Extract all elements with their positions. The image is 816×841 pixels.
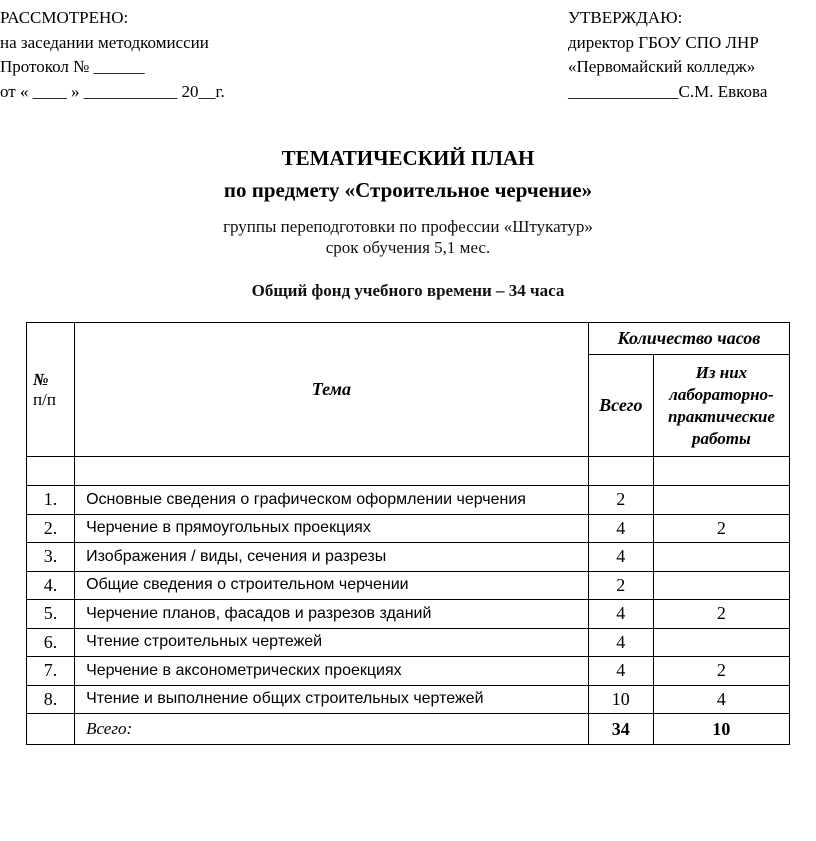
row-total-hours: 4 bbox=[588, 657, 653, 686]
row-number: 4. bbox=[27, 571, 75, 600]
table-row bbox=[27, 486, 790, 515]
document-total-time: Общий фонд учебного времени – 34 часа bbox=[251, 281, 565, 300]
approved-organization: «Первомайский колледж» bbox=[568, 57, 756, 76]
approved-position: директор ГБОУ СПО ЛНР bbox=[568, 32, 759, 52]
header-total: Всего bbox=[588, 355, 653, 457]
row-lab-hours bbox=[653, 543, 789, 572]
reviewed-protocol: Протокол № ______ bbox=[0, 57, 145, 76]
table-row bbox=[27, 685, 790, 714]
row-total-hours: 4 bbox=[588, 600, 653, 629]
row-number: 2. bbox=[27, 514, 75, 543]
total-label: Всего: bbox=[75, 714, 589, 745]
total-lab-hours: 10 bbox=[653, 714, 789, 745]
table-row bbox=[27, 600, 790, 629]
table-row bbox=[27, 571, 790, 600]
row-topic: Изображения / виды, сечения и разрезы bbox=[75, 543, 589, 572]
reviewed-date: от « ____ » ___________ 20__г. bbox=[0, 81, 225, 101]
row-number: 1. bbox=[27, 486, 75, 515]
total-hours: 34 bbox=[588, 714, 653, 745]
spacer-cell bbox=[588, 457, 653, 486]
row-topic: Общие сведения о строительном черчении bbox=[75, 571, 589, 600]
header-number-symbol: № bbox=[33, 369, 49, 389]
document-group: группы переподготовки по профессии «Штукатур» bbox=[223, 217, 593, 236]
reviewed-committee: на заседании методкомиссии bbox=[0, 32, 209, 52]
thematic-plan-table bbox=[26, 322, 790, 745]
reviewed-heading: РАССМОТРЕНО: bbox=[0, 8, 129, 27]
row-lab-hours bbox=[653, 571, 789, 600]
table-row bbox=[27, 514, 790, 543]
row-topic: Черчение в аксонометрических проекциях bbox=[75, 657, 589, 686]
spacer-cell bbox=[75, 457, 589, 486]
row-total-hours: 4 bbox=[588, 543, 653, 572]
row-topic: Черчение планов, фасадов и разрезов зданий bbox=[75, 600, 589, 629]
row-total-hours: 4 bbox=[588, 514, 653, 543]
row-lab-hours: 4 bbox=[653, 685, 789, 714]
approval-block-approved bbox=[568, 6, 767, 104]
row-lab-hours: 2 bbox=[653, 514, 789, 543]
header-number bbox=[27, 323, 75, 457]
spacer-cell bbox=[27, 457, 75, 486]
row-lab-hours: 2 bbox=[653, 657, 789, 686]
row-number: 5. bbox=[27, 600, 75, 629]
table-row bbox=[27, 657, 790, 686]
table-row bbox=[27, 543, 790, 572]
header-topic: Тема bbox=[75, 323, 589, 457]
row-number: 6. bbox=[27, 628, 75, 657]
row-total-hours: 4 bbox=[588, 628, 653, 657]
header-hours: Количество часов bbox=[588, 323, 789, 355]
table-row bbox=[27, 628, 790, 657]
approved-signature: _____________С.М. Евкова bbox=[568, 81, 768, 101]
document-subject: по предмету «Строительное черчение» bbox=[223, 178, 593, 202]
row-lab-hours: 2 bbox=[653, 600, 789, 629]
row-total-hours: 10 bbox=[588, 685, 653, 714]
row-topic: Чтение и выполнение общих строительных чертежей bbox=[75, 685, 589, 714]
row-topic: Чтение строительных чертежей bbox=[75, 628, 589, 657]
header-lab: Из них лабораторно-практические работы bbox=[653, 355, 789, 457]
row-topic: Черчение в прямоугольных проекциях bbox=[75, 514, 589, 543]
table-spacer-row bbox=[27, 457, 790, 486]
approved-heading: УТВЕРЖДАЮ: bbox=[568, 8, 683, 27]
document-title: ТЕМАТИЧЕСКИЙ ПЛАН bbox=[281, 146, 535, 170]
approval-block-reviewed bbox=[0, 6, 225, 104]
document-duration: срок обучения 5,1 мес. bbox=[325, 238, 491, 257]
row-topic: Основные сведения о графическом оформлении черчения bbox=[75, 486, 589, 515]
row-number: 7. bbox=[27, 657, 75, 686]
row-total-hours: 2 bbox=[588, 486, 653, 515]
row-total-hours: 2 bbox=[588, 571, 653, 600]
total-num-cell bbox=[27, 714, 75, 745]
row-number: 8. bbox=[27, 685, 75, 714]
table-total-row bbox=[27, 714, 790, 745]
row-lab-hours bbox=[653, 486, 789, 515]
row-lab-hours bbox=[653, 628, 789, 657]
row-number: 3. bbox=[27, 543, 75, 572]
spacer-cell bbox=[653, 457, 789, 486]
header-number-sub: п/п bbox=[33, 389, 56, 409]
